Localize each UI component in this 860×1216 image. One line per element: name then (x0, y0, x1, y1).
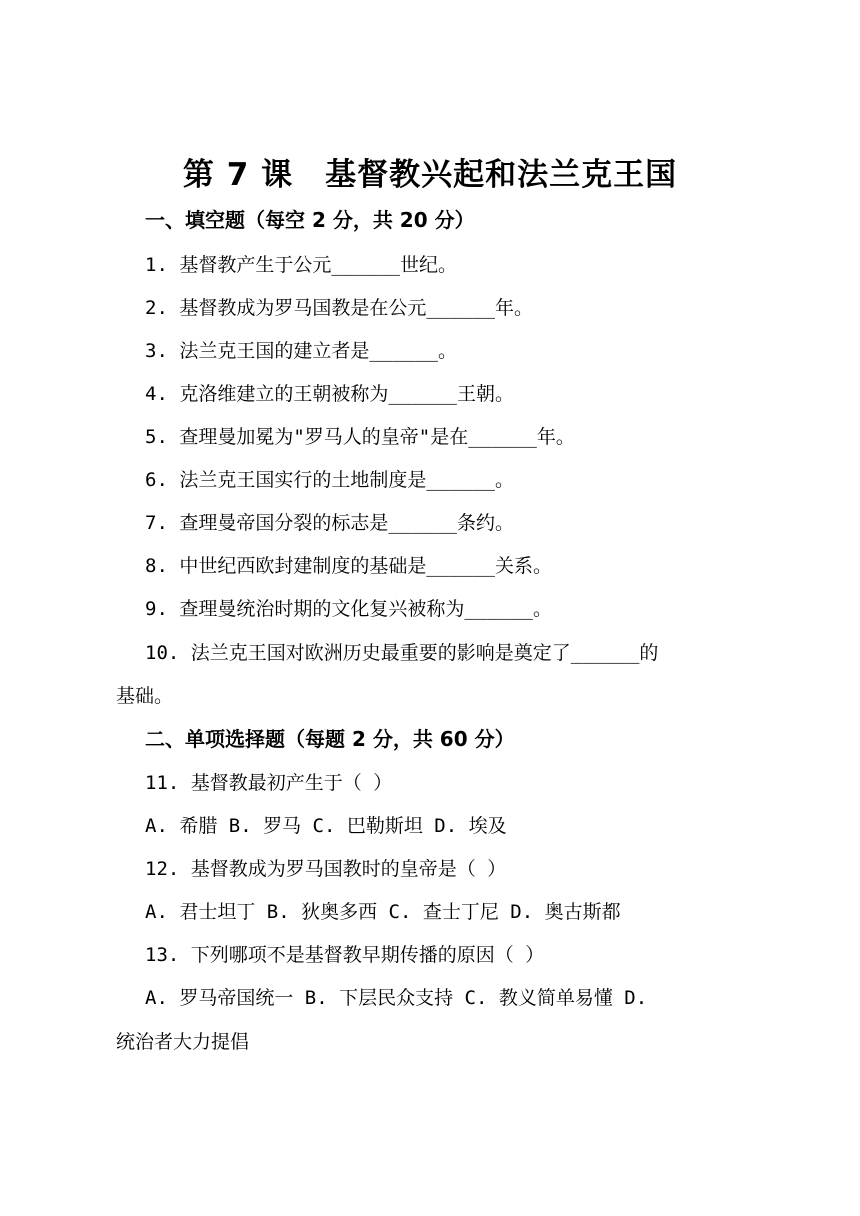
question-4: 4. 克洛维建立的王朝被称为______王朝。 (145, 383, 514, 405)
section-heading-fill-blank: 一、填空题（每空 2 分，共 20 分） (145, 208, 475, 232)
question-5: 5. 查理曼加冕为"罗马人的皇帝"是在______年。 (145, 426, 575, 448)
question-11-options: A. 希腊 B. 罗马 C. 巴勒斯坦 D. 埃及 (145, 815, 507, 837)
question-8: 8. 中世纪西欧封建制度的基础是______关系。 (145, 555, 552, 577)
page-title: 第 7 课 基督教兴起和法兰克王国 (182, 157, 678, 193)
question-13-options-continued: 统治者大力提倡 (116, 1031, 250, 1053)
question-13-options: A. 罗马帝国统一 B. 下层民众支持 C. 教义简单易懂 D. (145, 987, 648, 1009)
question-6: 6. 法兰克王国实行的土地制度是______。 (145, 469, 514, 491)
question-10: 10. 法兰克王国对欧洲历史最重要的影响是奠定了______的 (145, 642, 659, 664)
question-3: 3. 法兰克王国的建立者是______。 (145, 340, 457, 362)
question-11: 11. 基督教最初产生于（ ） (145, 772, 393, 794)
question-2: 2. 基督教成为罗马国教是在公元______年。 (145, 297, 533, 319)
question-1: 1. 基督教产生于公元______世纪。 (145, 254, 457, 276)
question-9: 9. 查理曼统治时期的文化复兴被称为______。 (145, 598, 552, 620)
question-12-options: A. 君士坦丁 B. 狄奥多西 C. 查士丁尼 D. 奥古斯都 (145, 901, 621, 923)
question-13: 13. 下列哪项不是基督教早期传播的原因（ ） (145, 944, 545, 966)
question-7: 7. 查理曼帝国分裂的标志是______条约。 (145, 512, 514, 534)
question-10-continued: 基础。 (116, 685, 174, 707)
section-heading-multiple-choice: 二、单项选择题（每题 2 分，共 60 分） (145, 727, 515, 751)
question-12: 12. 基督教成为罗马国教时的皇帝是（ ） (145, 858, 507, 880)
